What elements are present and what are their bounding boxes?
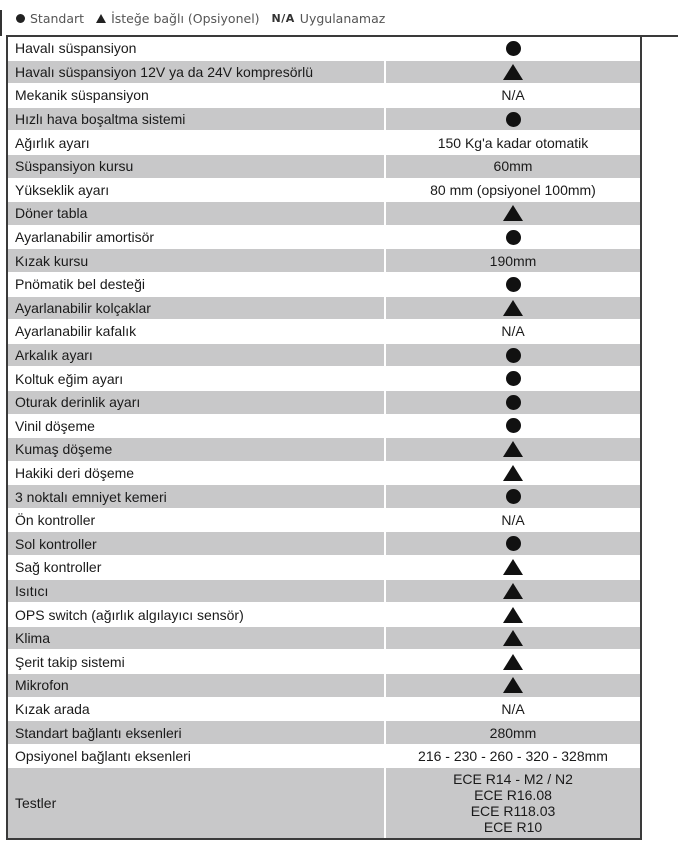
table-row — [8, 391, 640, 415]
feature-cell: Döner tabla — [8, 202, 384, 225]
value-cell — [386, 650, 640, 673]
value-cell: 216 - 230 - 260 - 320 - 328mm — [418, 748, 608, 765]
value-cell: 150 Kg'a kadar otomatik — [437, 134, 589, 151]
legend — [16, 8, 397, 28]
table-row — [8, 202, 640, 226]
test-standard: ECE R10 — [483, 819, 543, 836]
test-standard: ECE R14 - M2 / N2 — [453, 771, 573, 788]
standard-circle-icon — [506, 41, 521, 56]
optional-triangle-icon — [503, 559, 523, 575]
na-code: N/A — [271, 11, 295, 25]
optional-triangle-icon — [503, 465, 523, 481]
value-cell: 60mm — [386, 155, 640, 178]
feature-cell: Ayarlanabilir amortisör — [15, 229, 155, 246]
feature-cell: Ayarlanabilir kolçaklar — [8, 297, 384, 320]
feature-cell: Süspansiyon kursu — [8, 155, 384, 178]
value-cell — [386, 37, 640, 60]
circle-icon — [16, 14, 25, 23]
feature-cell: Sol kontroller — [8, 532, 384, 555]
feature-cell: Şerit takip sistemi — [15, 653, 125, 670]
feature-cell: Vinil döşeme — [15, 417, 95, 434]
value-cell — [386, 391, 640, 414]
standard-circle-icon — [506, 112, 521, 127]
test-standard: ECE R16.08 — [474, 787, 552, 804]
legend-label: İsteğe bağlı (Opsiyonel) — [111, 10, 260, 26]
standard-circle-icon — [506, 230, 521, 245]
feature-cell: Mikrofon — [8, 674, 384, 697]
table-row — [8, 155, 640, 179]
value-cell — [386, 438, 640, 461]
test-standard: ECE R118.03 — [470, 803, 556, 820]
feature-cell: Kumaş döşeme — [8, 438, 384, 461]
value-cell — [386, 768, 640, 838]
table-row — [8, 721, 640, 745]
table-row — [8, 603, 640, 627]
value-cell — [386, 344, 640, 367]
feature-cell: Klima — [8, 627, 384, 650]
value-cell — [386, 627, 640, 650]
table-row — [8, 674, 640, 698]
value-cell — [386, 273, 640, 296]
table-row — [8, 273, 640, 297]
feature-cell: Pnömatik bel desteği — [15, 276, 145, 293]
table-row — [8, 415, 640, 439]
value-cell: 190mm — [386, 249, 640, 272]
table-row — [8, 226, 640, 250]
table-row — [8, 131, 640, 155]
feature-cell: 3 noktalı emniyet kemeri — [8, 485, 384, 508]
legend-standard — [16, 11, 84, 26]
table-row — [8, 249, 640, 273]
table-row — [8, 367, 640, 391]
legend-optional — [96, 11, 259, 26]
table-row — [8, 768, 640, 838]
table-row — [8, 580, 640, 604]
value-cell — [386, 226, 640, 249]
feature-cell: Ön kontroller — [15, 512, 96, 529]
value-cell: N/A — [501, 87, 525, 104]
feature-cell: Sağ kontroller — [15, 559, 102, 576]
value-cell — [386, 674, 640, 697]
standard-circle-icon — [506, 348, 521, 363]
value-cell — [386, 556, 640, 579]
standard-circle-icon — [506, 277, 521, 292]
feature-cell: Ağırlık ayarı — [15, 134, 90, 151]
table-row — [8, 179, 640, 203]
standard-circle-icon — [506, 489, 521, 504]
table-row — [8, 556, 640, 580]
standard-circle-icon — [506, 536, 521, 551]
value-cell: N/A — [501, 512, 525, 529]
table-row — [8, 344, 640, 368]
table-row — [8, 108, 640, 132]
table-row — [8, 485, 640, 509]
standard-circle-icon — [506, 418, 521, 433]
value-cell — [386, 367, 640, 390]
table-row — [8, 698, 640, 722]
feature-cell: Arkalık ayarı — [8, 344, 384, 367]
feature-cell: Isıtıcı — [8, 580, 384, 603]
standard-circle-icon — [506, 395, 521, 410]
feature-cell: Oturak derinlik ayarı — [8, 391, 384, 414]
feature-cell: Kızak kursu — [8, 249, 384, 272]
table-row — [8, 84, 640, 108]
optional-triangle-icon — [503, 441, 523, 457]
table-row — [8, 320, 640, 344]
feature-cell: Kızak arada — [15, 700, 90, 717]
legend-label: Uygulanamaz — [299, 10, 386, 26]
optional-triangle-icon — [503, 583, 523, 599]
table-row — [8, 650, 640, 674]
table-row — [8, 297, 640, 321]
standard-circle-icon — [506, 371, 521, 386]
table-row — [8, 61, 640, 85]
optional-triangle-icon — [503, 64, 523, 80]
value-cell: 80 mm (opsiyonel 100mm) — [430, 181, 596, 198]
optional-triangle-icon — [503, 630, 523, 646]
value-cell — [386, 603, 640, 626]
feature-cell: Yükseklik ayarı — [15, 181, 110, 198]
feature-cell: OPS switch (ağırlık algılayıcı sensör) — [15, 606, 244, 623]
table-row — [8, 462, 640, 486]
feature-cell: Havalı süspansiyon 12V ya da 24V kompresörlü — [8, 61, 384, 84]
value-cell — [386, 485, 640, 508]
value-cell: 280mm — [386, 721, 640, 744]
spec-table — [6, 37, 642, 840]
feature-cell: Ayarlanabilir kafalık — [15, 323, 137, 340]
optional-triangle-icon — [503, 300, 523, 316]
optional-triangle-icon — [503, 205, 523, 221]
feature-cell: Mekanik süspansiyon — [15, 87, 149, 104]
table-row — [8, 37, 640, 61]
optional-triangle-icon — [503, 677, 523, 693]
feature-cell: Hızlı hava boşaltma sistemi — [8, 108, 384, 131]
left-rule — [0, 10, 2, 36]
feature-cell: Standart bağlantı eksenleri — [8, 721, 384, 744]
legend-not-applicable — [272, 11, 386, 26]
feature-cell: Havalı süspansiyon — [15, 40, 137, 57]
table-row — [8, 745, 640, 769]
value-cell — [386, 462, 640, 485]
feature-cell: Koltuk eğim ayarı — [15, 370, 124, 387]
value-cell: N/A — [501, 323, 525, 340]
feature-cell: Hakiki deri döşeme — [15, 464, 135, 481]
feature-cell: Opsiyonel bağlantı eksenleri — [15, 748, 191, 765]
table-row — [8, 627, 640, 651]
table-row — [8, 438, 640, 462]
value-cell: N/A — [501, 700, 525, 717]
feature-cell: Testler — [8, 768, 384, 838]
value-cell — [386, 202, 640, 225]
optional-triangle-icon — [503, 654, 523, 670]
value-cell — [386, 580, 640, 603]
value-cell — [386, 532, 640, 555]
value-cell — [386, 415, 640, 438]
legend-label: Standart — [30, 10, 85, 26]
triangle-icon — [96, 14, 106, 23]
table-row — [8, 532, 640, 556]
table-row — [8, 509, 640, 533]
value-cell — [386, 297, 640, 320]
value-cell — [386, 61, 640, 84]
optional-triangle-icon — [503, 607, 523, 623]
value-cell — [386, 108, 640, 131]
